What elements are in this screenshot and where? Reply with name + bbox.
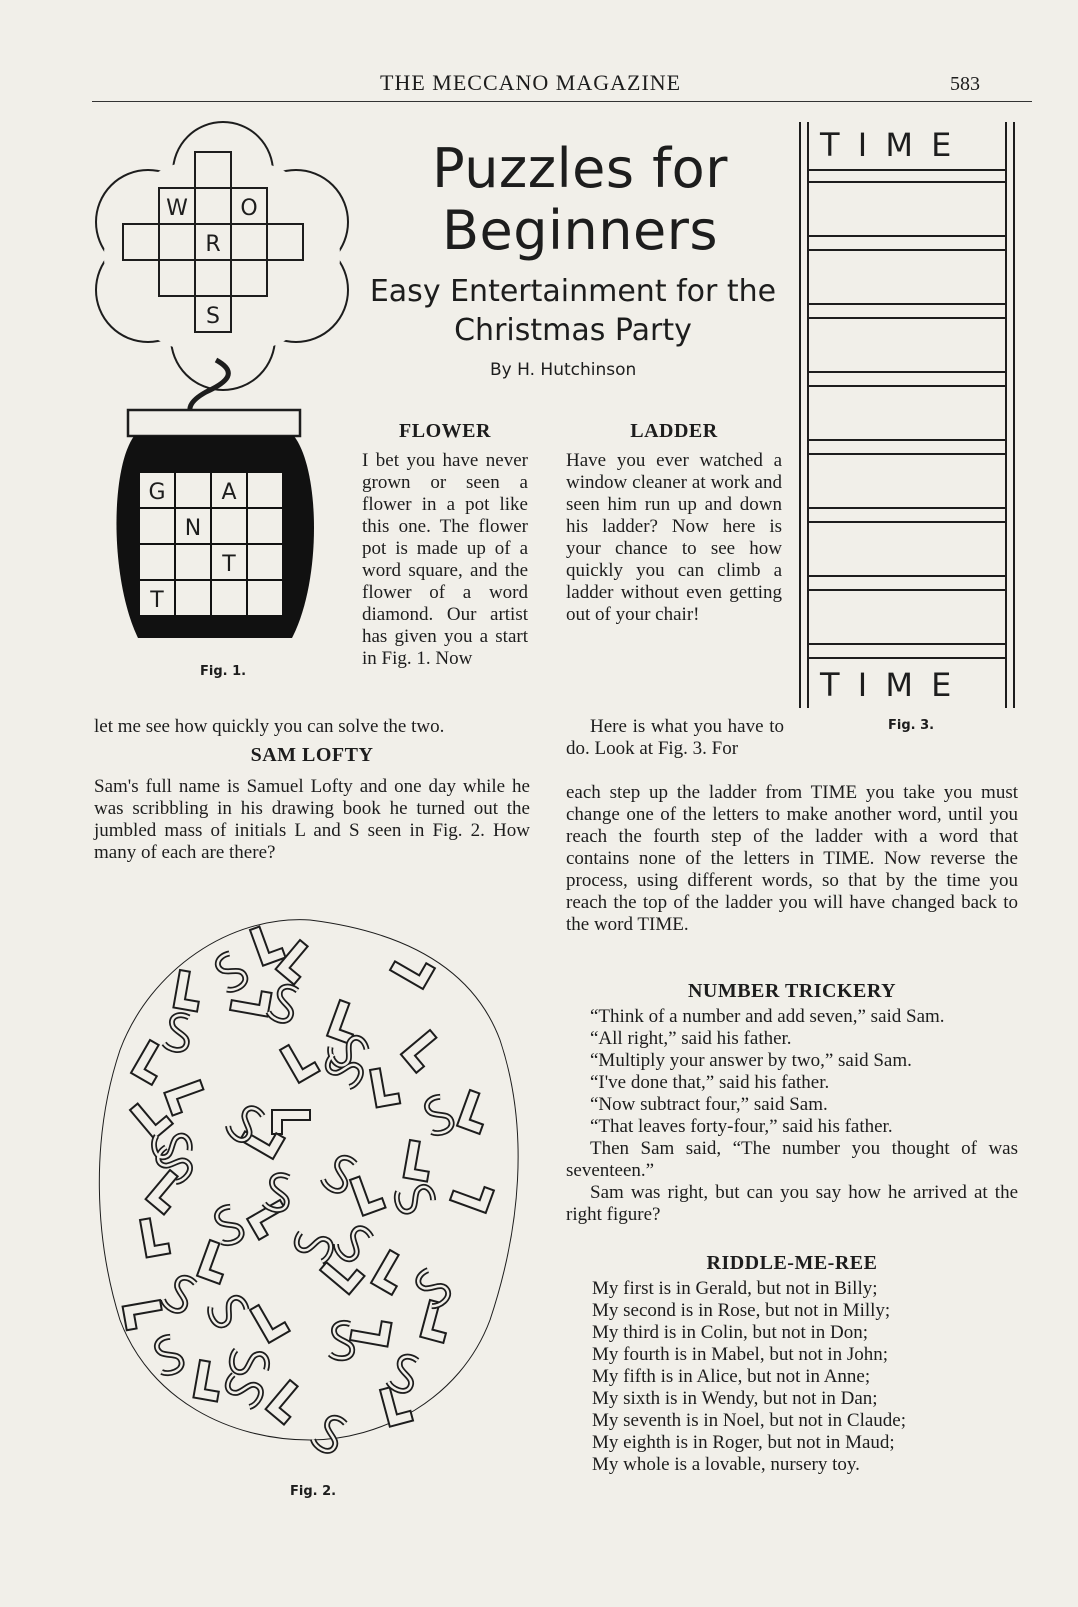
riddle-line: My fourth is in Mabel, but not in John;: [592, 1344, 889, 1365]
trickery-p1: “Think of a number and add seven,” said Sam.: [590, 1006, 945, 1027]
fig3-caption: Fig. 3.: [888, 718, 935, 733]
riddle-line: My second is in Rose, but not in Milly;: [592, 1300, 891, 1321]
flower-center-fill: [104, 156, 340, 356]
fig2-jumbled-letters: [90, 900, 530, 1460]
flower-letter-s: S: [206, 304, 220, 329]
riddle-line: My sixth is in Wendy, but not in Dan;: [592, 1388, 878, 1409]
riddle-line: My fifth is in Alice, but not in Anne;: [592, 1366, 871, 1387]
title-line-2: Beginners: [441, 199, 719, 262]
pot-letter-t-2: T: [150, 588, 164, 613]
article-subtitle: [368, 272, 778, 350]
page-number: 583: [950, 73, 980, 95]
flower-text: I bet you have never grown or seen a flower in a pot like this one. The flower pot is made up of a word square, and the flower of a word diamond. Our artist has given you a start in Fig. 1. Now: [362, 450, 528, 669]
fig1-caption: Fig. 1.: [200, 664, 247, 679]
flower-letter-r: R: [205, 232, 221, 257]
ladder-top-word: T I M E: [820, 126, 952, 164]
sam-lofty-heading: SAM LOFTY: [250, 744, 374, 766]
riddle-text: [592, 1278, 1018, 1476]
fig1-flower-pot-illustration: [88, 110, 358, 650]
byline: By H. Hutchinson: [490, 360, 637, 380]
riddle-line: My seventh is in Noel, but not in Claude;: [592, 1410, 907, 1431]
trickery-p8: Sam was right, but can you say how he arrived at the right figure?: [566, 1182, 1018, 1225]
magazine-title: THE MECCANO MAGAZINE: [380, 70, 682, 95]
number-trickery-text: [566, 1006, 1018, 1226]
header-rule: [92, 101, 1032, 102]
fig3-ladder: [798, 122, 1018, 708]
riddle-line: My eighth is in Roger, but not in Maud;: [592, 1432, 895, 1453]
trickery-p2: “All right,” said his father.: [590, 1028, 792, 1049]
sam-lofty-text: Sam's full name is Samuel Lofty and one day while he was scribbling in his drawing book he turned out the jumbled mass of initials L and S seen in Fig. 2. How many of each are there?: [94, 776, 530, 863]
flower-letter-w: W: [166, 196, 188, 221]
pot-letter-a: A: [221, 480, 237, 505]
riddle-line: My whole is a lovable, nursery toy.: [592, 1454, 860, 1475]
ladder-bottom-word: T I M E: [820, 666, 952, 704]
trickery-p6: “That leaves forty-four,” said his father.: [590, 1116, 893, 1137]
trickery-p3: “Multiply your answer by two,” said Sam.: [590, 1050, 912, 1071]
pot-letter-n: N: [184, 516, 202, 541]
subtitle-line-1: Easy Entertainment for the: [369, 274, 777, 309]
ladder-text-2a: Here is what you have to do. Look at Fig. 3. For: [566, 716, 784, 759]
riddle-line: My third is in Colin, but not in Don;: [592, 1322, 869, 1343]
flower-text-continued: let me see how quickly you can solve the two.: [94, 716, 445, 737]
trickery-p4: “I've done that,” said his father.: [590, 1072, 830, 1093]
trickery-p5: “Now subtract four,” said Sam.: [590, 1094, 828, 1115]
pot-letter-t-1: T: [222, 552, 236, 577]
pot-letter-g: G: [148, 480, 166, 505]
flower-heading: FLOWER: [399, 420, 491, 442]
riddle-line: My first is in Gerald, but not in Billy;: [592, 1278, 878, 1299]
subtitle-line-2: Christmas Party: [454, 313, 692, 348]
title-line-1: Puzzles for: [432, 137, 728, 200]
ladder-frame: [798, 122, 1018, 708]
fig2-caption: Fig. 2.: [290, 1484, 337, 1499]
ladder-text-2b: each step up the ladder from TIME you take you must change one of the letters to make another word, until you reach the fourth step of the ladder with a word that contains none of the letters in TIME. Now reverse the process, using different words, so that by the time you reach the top of the ladder you will have changed back to the word TIME.: [566, 782, 1018, 935]
pot-rim: [128, 410, 300, 436]
trickery-p7: Then Sam said, “The number you thought of was seventeen.”: [566, 1138, 1018, 1181]
flower-letter-o: O: [240, 196, 258, 221]
riddle-heading: RIDDLE-ME-REE: [706, 1252, 878, 1274]
number-trickery-heading: NUMBER TRICKERY: [687, 980, 897, 1002]
article-title: [380, 138, 780, 262]
ladder-text-1: Have you ever watched a window cleaner at work and seen him run up and down his ladder? Now here is your chance to see how quickly you can climb a ladder without even getting out of your chair!: [566, 450, 782, 625]
ladder-heading: LADDER: [630, 420, 718, 442]
